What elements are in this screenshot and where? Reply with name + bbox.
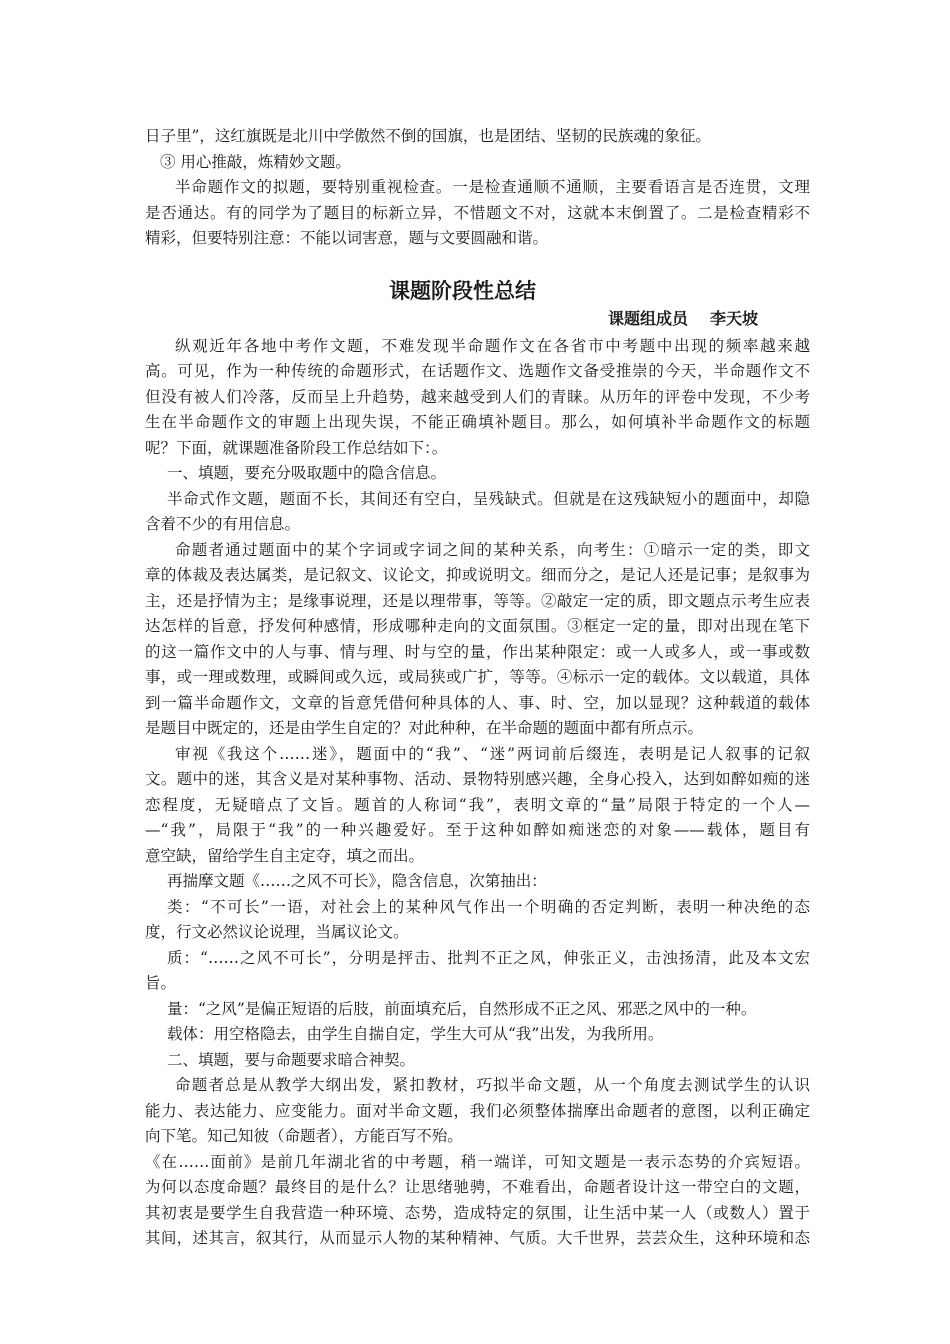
body-paragraph-line: 命题者总是从教学大纲出发，紧扣教材，巧拟半命文题，从一个角度去测试学生的认识	[175, 1076, 810, 1094]
body-paragraph-line: 意空缺，留给学生自主定夺，填之而出。	[145, 846, 425, 865]
body-paragraph-line: 能力、表达能力、应变能力。面对半命文题，我们必须整体揣摩出命题者的意图，以利正确定	[145, 1101, 810, 1120]
body-paragraph-line: 半命式作文题，题面不长，其间还有空白，呈残缺式。但就是在这残缺短小的题面中，却隐	[167, 489, 810, 508]
author-role: 课题组成员	[607, 308, 688, 328]
body-paragraph-line: —“我”，局限于“我”的一种兴趣爱好。至于这种如醉如痴迷恋的对象——载体，题目有	[145, 821, 810, 839]
body-paragraph-line: 到一篇半命题作文，文章的旨意凭借何种具体的人、事、时、空，加以显现？这种载道的载体	[145, 693, 810, 712]
body-paragraph-line: 其间，述其言，叙其行，从而显示人物的某种精神、气质。大千世界，芸芸众生，这种环境和态	[145, 1229, 810, 1247]
intro-subheading: ③ 用心推敲，炼精妙文题。	[160, 152, 351, 171]
intro-paragraph-line: 半命题作文的拟题，要特别重视检查。一是检查通顺不通顺，主要看语言是否连贯，文理	[175, 178, 810, 196]
body-paragraph-line: 载体：用空格隐去，由学生自揣自定，学生大可从“我”出发，为我所用。	[167, 1025, 664, 1043]
body-paragraph-line: 为何以态度命题？最终目的是什么？让思绪驰骋，不难看出，命题者设计这一带空白的文题，	[145, 1178, 810, 1196]
body-paragraph-line: 命题者通过题面中的某个字词或字词之间的某种关系，向考生：①暗示一定的类，即文	[175, 540, 810, 559]
body-paragraph-line: 向下笔。知己知彼（命题者），方能百写不殆。	[145, 1127, 463, 1145]
body-paragraph-line: 质：“……之风不可长”，分明是抨击、批判不正之风，伸张正义，击浊扬清，此及本文宏	[167, 948, 810, 967]
intro-paragraph-line: 精彩，但要特别注意：不能以词害意，题与文要圆融和谐。	[145, 229, 549, 247]
body-paragraph-line: 旨。	[145, 974, 177, 992]
intro-paragraph-line: 是否通达。有的同学为了题目的标新立异，不惜题文不对，这就本末倒置了。二是检查精彩不	[145, 203, 810, 222]
heading-two: 二、填题，要与命题要求暗合神契。	[167, 1050, 416, 1069]
author-name: 李天坡	[709, 308, 758, 328]
body-paragraph-line: 纵观近年各地中考作文题，不难发现半命题作文在各省市中考题中出现的频率越来越	[175, 336, 810, 355]
document-page	[145, 124, 810, 1252]
intro-line: 日子里”，这红旗既是北川中学傲然不倒的国旗，也是团结、坚韧的民族魂的象征。	[145, 127, 711, 145]
body-paragraph-line: 再揣摩文题《……之风不可长》，隐含信息，次第抽出：	[167, 872, 547, 890]
body-paragraph-line: 文。题中的迷，其含义是对某种事物、活动、景物特别感兴趣，全身心投入，达到如醉如痴的迷	[145, 770, 810, 788]
body-paragraph-line: 主，还是抒情为主；是缘事说理，还是以理带事，等等。②敲定一定的质，即文题点示考生应表	[145, 591, 810, 610]
body-paragraph-line: 高。可见，作为一种传统的命题形式，在话题作文、选题作文备受推崇的今天，半命题作文不	[145, 362, 810, 380]
body-paragraph-line: 生在半命题作文的审题上出现失误，不能正确填补题目。那么，如何填补半命题作文的标题	[145, 413, 810, 431]
body-paragraph-line: 是题目中既定的，还是由学生自定的？对此种种，在半命题的题面中都有所点示。	[145, 719, 704, 737]
body-paragraph-line: 但没有被人们冷落，反而呈上升趋势，越来越受到人们的青睐。从历年的评卷中发现，不少考	[145, 387, 810, 406]
body-paragraph-line: 其初衷是要学生自我营造一种环境、态势，造成特定的氛围，让生活中某一人（或数人）置于	[145, 1203, 810, 1222]
body-paragraph-line: 达怎样的旨意，抒发何种感情，形成哪种走向的文面氛围。③框定一定的量，即对出现在笔下	[145, 617, 810, 635]
section-author	[145, 306, 810, 332]
body-paragraph-line: 量：“之风”是偏正短语的后肢，前面填充后，自然形成不正之风、邪恶之风中的一种。	[167, 999, 757, 1018]
body-paragraph-line: 审视《我这个……迷》，题面中的“我”、“迷”两词前后缀连，表明是记人叙事的记叙	[175, 744, 810, 763]
body-paragraph-line: 的这一篇作文中的人与事、情与理、时与空的量，作出某种限定：或一人或多人，或一事或数	[145, 642, 810, 661]
body-paragraph-line: 恋程度，无疑暗点了文旨。题首的人称词“我”，表明文章的“量”局限于特定的一个人—	[145, 795, 810, 814]
heading-one: 一、填题，要充分吸取题中的隐含信息。	[167, 464, 447, 482]
body-paragraph-line: 度，行文必然议论说理，当属议论文。	[145, 923, 409, 941]
body-paragraph-line: 含着不少的有用信息。	[145, 515, 301, 533]
body-paragraph-line: 章的体裁及表达属类，是记叙文、议论文，抑或说明文。细而分之，是记人还是记事；是叙事为	[145, 566, 810, 584]
body-paragraph-line: 类：“不可长”一语，对社会上的某种风气作出一个明确的否定判断，表明一种决绝的态	[167, 897, 810, 916]
body-paragraph-line: 事，或一理或数理，或瞬间或久远，或局狭或广扩，等等。④标示一定的载体。文以载道，具体	[145, 668, 810, 686]
body-paragraph-line: 《在……面前》是前几年湖北省的中考题，稍一端详，可知文题是一表示态势的介宾短语。	[145, 1152, 810, 1171]
section-title: 课题阶段性总结	[389, 278, 536, 303]
body-paragraph-line: 呢？下面，就课题准备阶段工作总结如下：。	[145, 438, 448, 457]
